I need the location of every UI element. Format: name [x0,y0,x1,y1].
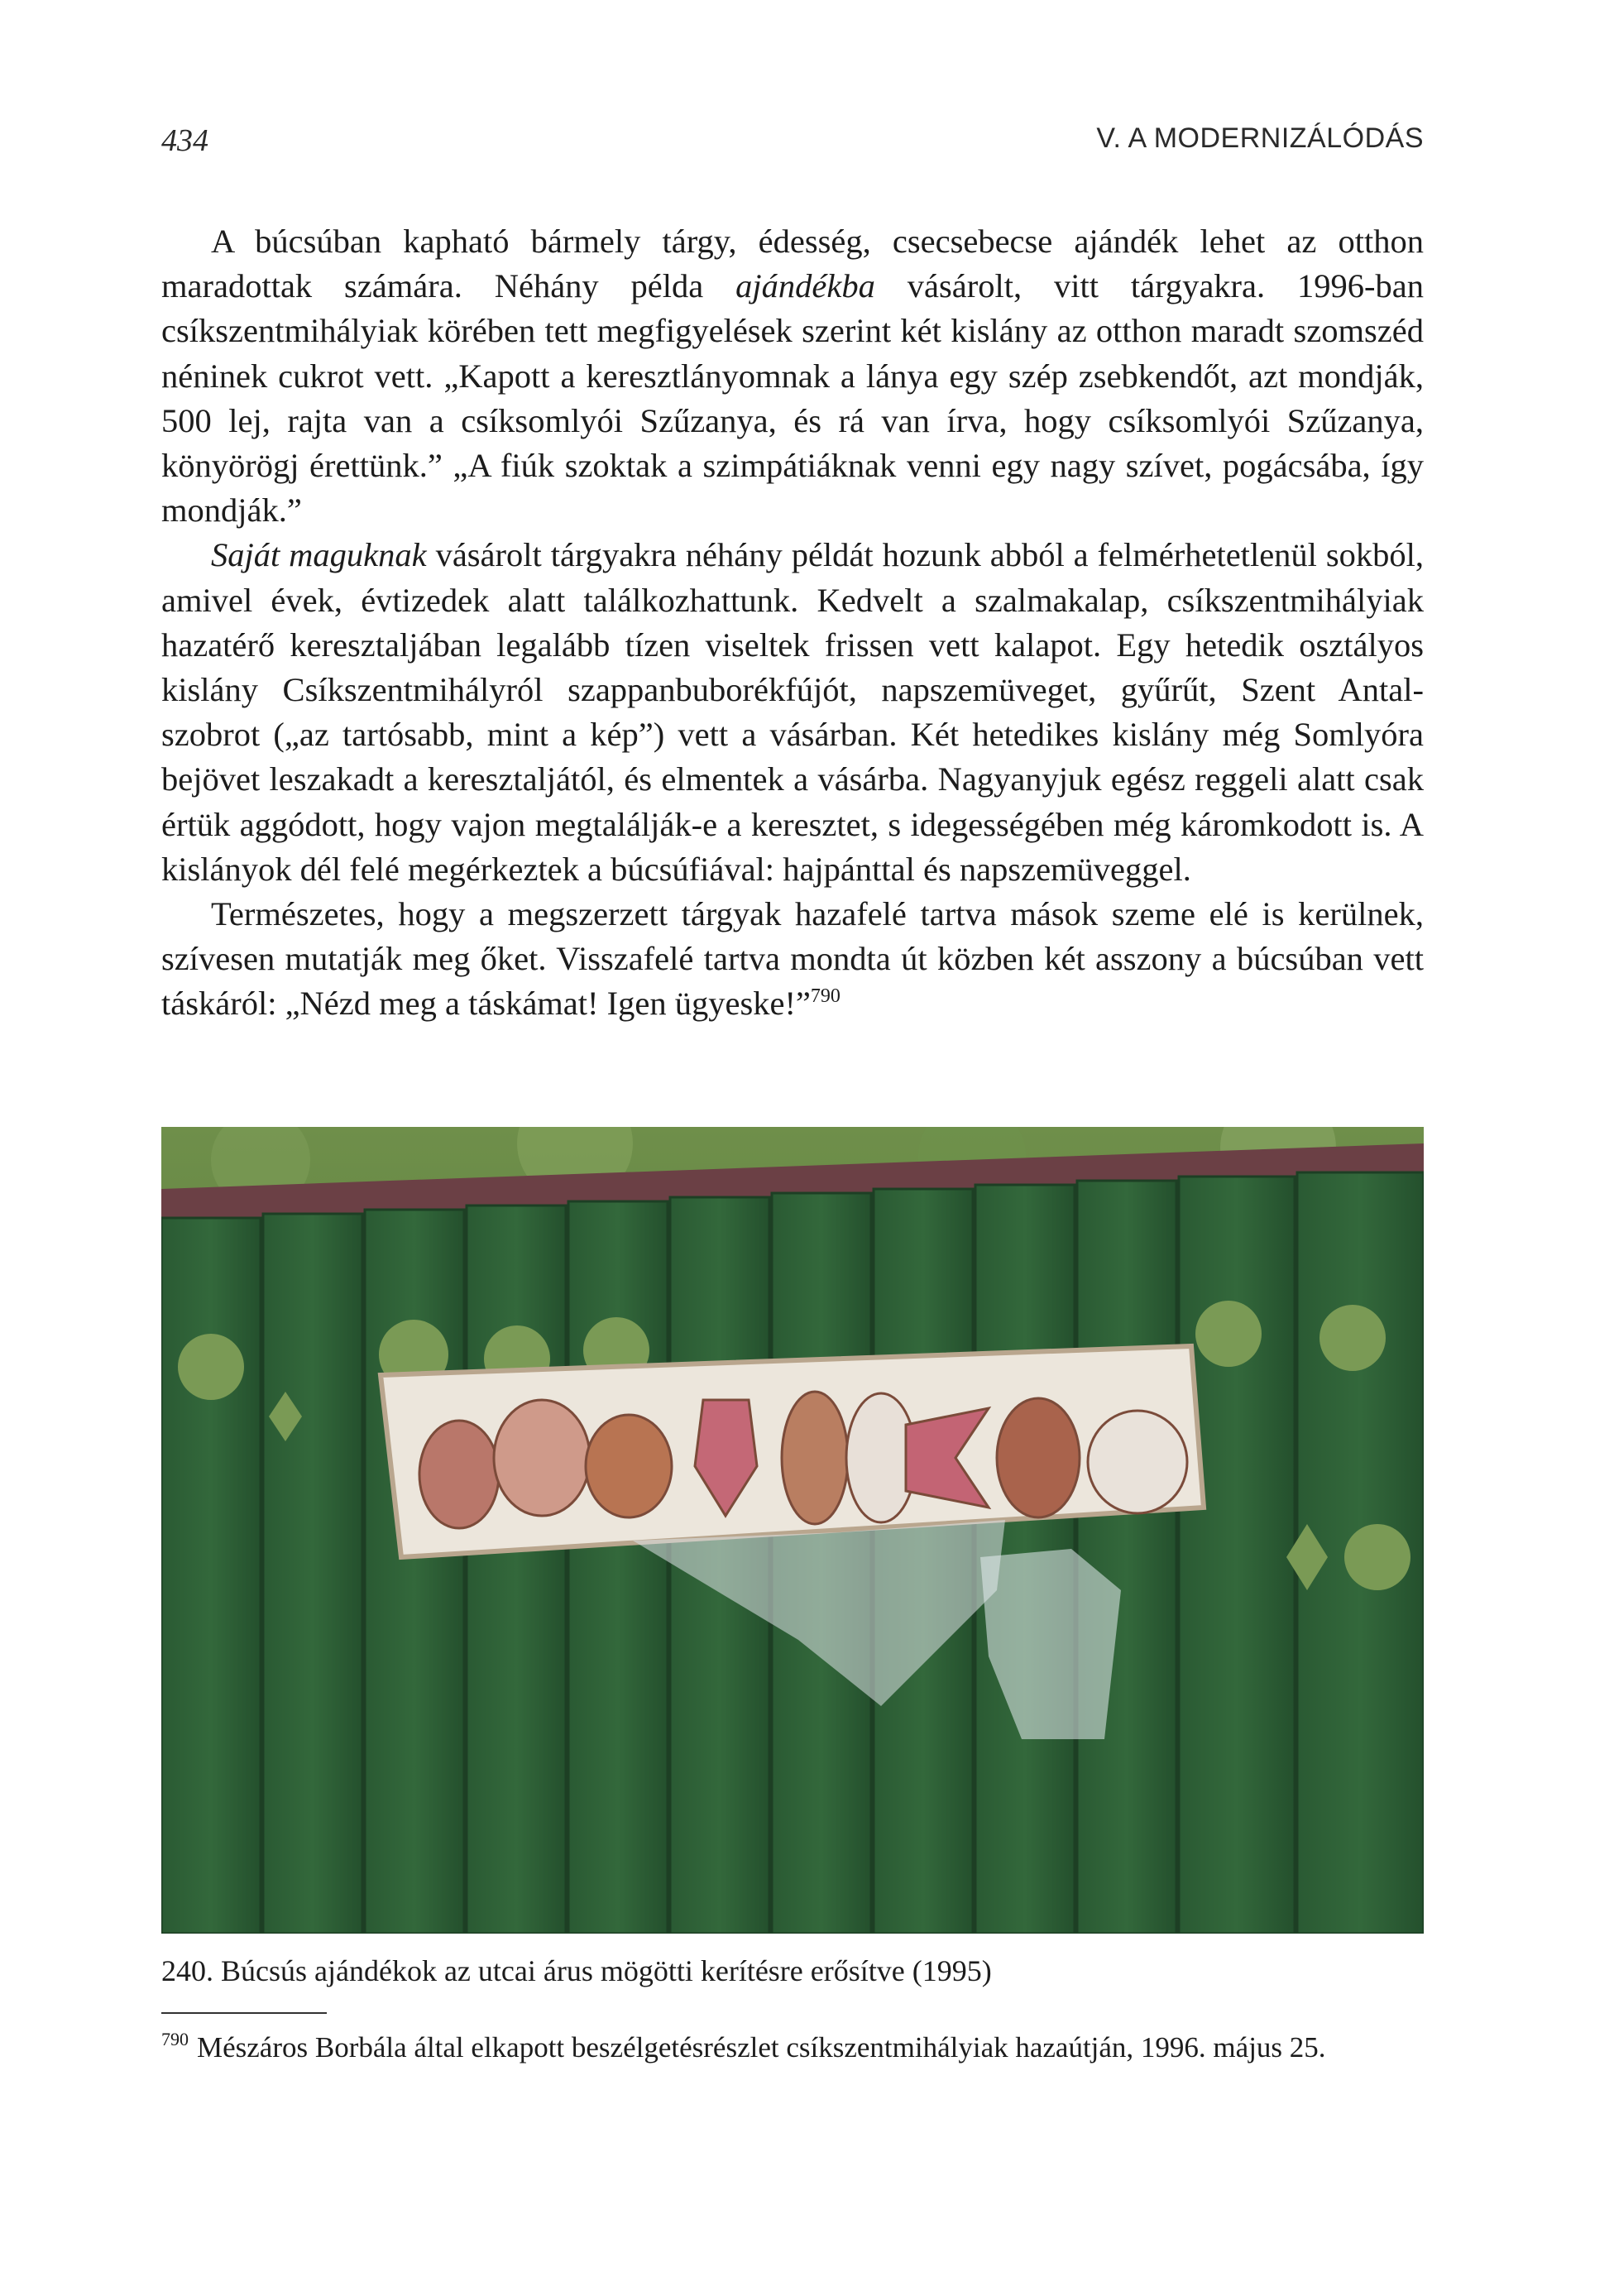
footnote-number: 790 [161,2029,189,2049]
figure-caption: 240. Búcsús ajándékok az utcai árus mögötti kerítésre erősítve (1995) [161,1954,992,1987]
paragraph-2 [161,533,1424,892]
paragraph-3 [161,892,1424,1027]
body-text [161,219,1424,1027]
footnote-ref: 790 [810,985,841,1008]
footnote [161,2029,1424,2067]
paragraph-1 [161,219,1424,533]
paragraph-3-text: Természetes, hogy a megszerzett tárgyak hazafelé tartva mások szeme elé is kerülnek, szívesen mutatják meg őket. Visszafelé tartva mondta út közben két asszony a búcsúban vett táskáról: „Nézd meg a táskámat! Igen ügyeske!” [161,895,1424,1023]
footnote-text: Mészáros Borbála által elkapott beszélgetésrészlet csíkszentmihályiak hazaútján, 1996. május 25. [197,2031,1326,2064]
paragraph-1-text: A búcsúban kapható bármely tárgy, édesség, csecsebecse ajándék lehet az otthon maradottak számára. Néhány példa [161,223,1424,305]
paragraph-1-italic: ajándékba [735,267,875,305]
paragraph-2-rest: vásárolt tárgyakra néhány példát hozunk abból a felmérhetetlenül sokból, amivel évek, évtizedek alatt találkozhattunk. Kedvelt a szalmakalap, csíkszentmihályiak hazatérő keresztaljában legalább tízen viseltek frissen vett kalapot. Egy hetedik osztályos kislány Csíkszentmihályról szappanbuborékfújót, napszemüveget, gyűrűt, Szent Antal-szobrot („az tartósabb, mint a kép”) vett a vásárban. Két hetedikes kislány még Somlyóra bejövet leszakadt a keresztaljától, és elmentek a vásárba. Nagyanyjuk egész reggeli alatt csak értük aggódott, hogy vajon megtalálják-e a keresztet, s idegességében még káromkodott is. A kislányok dél felé megérkeztek a búcsúfiával: hajpánttal és napszemüveggel. [161,536,1424,888]
paragraph-1-rest: vásárolt, vitt tárgyakra. 1996-ban csíkszentmihályiak körében tett megfigyelések szerint két kislány az otthon maradt szomszéd néninek cukrot vett. „Kapott a keresztlányomnak a lánya egy szép zsebkendőt, azt mondják, 500 lej, rajta van a csíksomlyói Szűzanya, és rá van írva, hogy csíksomlyói Szűzanya, könyörögj érettünk.” „A fiúk szoktak a szimpátiáknak venni egy nagy szívet, pogácsába, így mondják.” [161,267,1424,530]
page-number: 434 [161,123,208,158]
figure-photo [161,1127,1424,1934]
running-header [161,122,1424,164]
chapter-title: V. A MODERNIZÁLÓDÁS [1096,122,1424,154]
paragraph-2-italic: Saját maguknak [211,536,427,574]
fence-with-gingerbread-image [161,1127,1424,1934]
footnote-rule [161,2012,327,2014]
